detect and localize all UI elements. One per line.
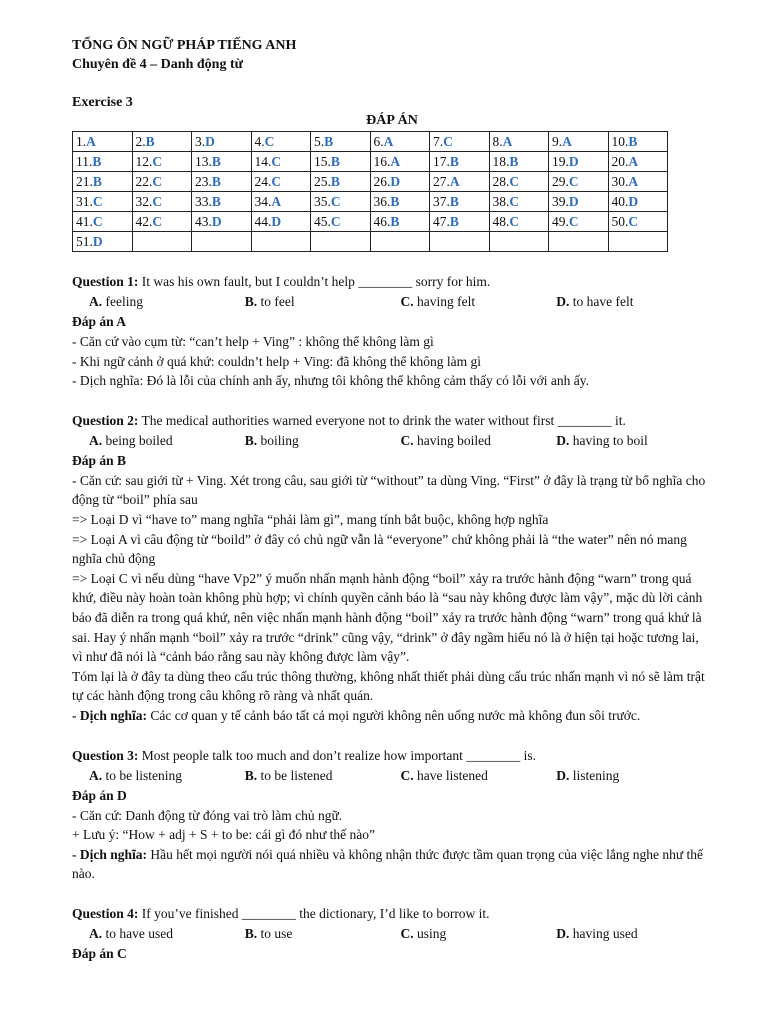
explanation-line	[72, 667, 712, 706]
options-row	[72, 292, 712, 312]
question-stem	[72, 904, 712, 924]
answer-letter: B	[628, 134, 638, 149]
answer-letter: A	[502, 134, 513, 149]
option	[89, 924, 245, 944]
question-block	[72, 746, 712, 884]
answer-letter: B	[211, 174, 221, 189]
answer-key-cell	[73, 192, 133, 212]
explanation-line	[72, 806, 712, 826]
option-text: having to boil	[569, 432, 648, 448]
option	[401, 924, 557, 944]
answer-key-cell	[608, 132, 668, 152]
answer-letter: B	[449, 214, 459, 229]
question-number: 3.	[195, 134, 206, 149]
explanation-line	[72, 845, 712, 884]
answer-letter: B	[330, 154, 340, 169]
question-number: 27.	[433, 174, 450, 189]
answer-letter: D	[628, 194, 639, 209]
question-number: 25.	[314, 174, 331, 189]
answer-key-cell	[73, 152, 133, 172]
explanation-text: - Khi ngữ cảnh ở quá khứ: couldn’t help + Ving: đã không thể không làm gì	[72, 353, 482, 369]
answer-key-cell	[430, 192, 490, 212]
answer-letter: C	[330, 214, 341, 229]
answer-key-cell	[608, 212, 668, 232]
exercise-heading: Exercise 3	[72, 95, 133, 110]
answer-key-cell	[251, 232, 311, 252]
question-number: 4.	[254, 134, 265, 149]
answer-key-cell	[430, 232, 490, 252]
option-text: using	[413, 925, 447, 941]
question-number: 34.	[254, 194, 272, 209]
answer-key-cell	[311, 192, 371, 212]
question-number: 12.	[135, 154, 153, 169]
answer-key-title: ĐÁP ÁN	[366, 113, 418, 128]
question-number: 26.	[373, 174, 391, 189]
explanation-text: - Căn cứ: sau giới từ + Ving. Xét trong câu, sau giới từ “without” ta dùng Ving. “First” ở đây là trạng từ bổ nghĩa cho động từ “boil” phía sau	[72, 472, 706, 508]
option-text: having boiled	[413, 432, 491, 448]
option-text: being boiled	[102, 432, 173, 448]
explanation-label: - Dịch nghĩa:	[72, 707, 148, 723]
answer-key-cell	[311, 132, 371, 152]
explanation-line	[72, 569, 712, 667]
explanation-text: - Dịch nghĩa: Đó là lỗi của chính anh ấy, nhưng tôi không thể không cảm thấy có lỗi với anh ấy.	[72, 373, 589, 389]
answer-key-row	[73, 172, 668, 192]
answer-key-cell	[430, 212, 490, 232]
answer-key-cell	[370, 152, 430, 172]
answer-letter: B	[92, 154, 102, 169]
document-subtitle: Chuyên đề 4 – Danh động từ	[72, 57, 244, 72]
question-number: 9.	[552, 134, 563, 149]
answer-letter: A	[562, 134, 572, 149]
question-number: 37.	[433, 194, 450, 209]
answer-key-cell	[132, 152, 192, 172]
option-letter: D.	[556, 767, 570, 783]
answer-key-row	[73, 232, 668, 252]
answer-letter: A	[628, 154, 639, 169]
question-stem	[72, 746, 712, 766]
answer-letter: C	[92, 214, 103, 229]
option-text: to be listening	[102, 767, 182, 783]
answer-letter: C	[152, 154, 163, 169]
answer-key-cell	[549, 132, 609, 152]
option	[245, 766, 401, 786]
option-text: to have used	[102, 925, 173, 941]
answer-key-cell	[251, 172, 311, 192]
answer-letter: A	[390, 154, 401, 169]
question-number: 1.	[76, 134, 87, 149]
option-text: having felt	[413, 294, 476, 309]
question-number: 30.	[611, 174, 629, 189]
question-number: 32.	[135, 194, 153, 209]
answer-key-cell	[251, 152, 311, 172]
answer-letter: D	[92, 234, 103, 249]
explanation-text: + Lưu ý: “How + adj + S + to be: cái gì đó như thế nào”	[72, 827, 376, 843]
option-text: to feel	[257, 294, 295, 309]
question-number: 46.	[373, 214, 391, 229]
question-number: 36.	[373, 194, 391, 209]
answer-letter: B	[211, 154, 221, 169]
answer-letter: B	[390, 194, 400, 209]
option-letter: D.	[556, 925, 570, 941]
question-number: 28.	[492, 174, 510, 189]
answer-letter: D	[568, 154, 579, 169]
answer-letter: C	[509, 214, 520, 229]
option-text: feeling	[102, 294, 143, 309]
answer-letter: C	[152, 194, 163, 209]
explanation-text: Tóm lại là ở đây ta dùng theo cấu trúc thông thường, không nhất thiết phải dùng cấu trúc nhấn mạnh vì nó sẽ làm trật tự các hành động trong câu không rõ ràng và nhất quán.	[72, 668, 705, 704]
answer-key-cell	[370, 212, 430, 232]
answer-key-cell	[370, 232, 430, 252]
options-row	[72, 431, 712, 451]
option-letter: D.	[556, 432, 570, 448]
question-number: 47.	[433, 214, 450, 229]
question-block	[72, 411, 712, 726]
option-letter: D.	[556, 294, 570, 309]
answer-key-cell	[192, 152, 252, 172]
answer-letter: A	[628, 174, 639, 189]
question-number: 8.	[492, 134, 503, 149]
answer-letter: D	[211, 214, 222, 229]
question-number: 13.	[195, 154, 212, 169]
question-block	[72, 904, 712, 964]
option-text: having used	[569, 925, 638, 941]
answer-key-cell	[132, 232, 192, 252]
option	[556, 292, 712, 312]
answer-letter: C	[509, 194, 520, 209]
question-number: 22.	[135, 174, 153, 189]
question-number: 11.	[76, 154, 93, 169]
question-number: 10.	[611, 134, 629, 149]
question-text: Most people talk too much and don’t realize how important ________ is.	[138, 747, 536, 763]
option-letter: C.	[400, 432, 414, 448]
option	[556, 766, 712, 786]
answer-key-cell	[430, 172, 490, 192]
answer-letter: C	[271, 154, 282, 169]
answer-key-cell	[430, 132, 490, 152]
answer-letter: B	[390, 214, 400, 229]
answer-key-table	[72, 131, 668, 252]
explanation-text: => Loại C vì nếu dùng “have Vp2” ý muốn nhấn mạnh hành động “boil” xảy ra trước hành động “warn” trong quá khứ, điều này hoàn toàn không phù hợp; vì chính quyền cảnh báo là “sau này không được làm vậy”, mặc dù lời cảnh báo đã diễn ra trong quá khứ, nên việc nhấn mạnh hành động “boil” xảy ra trước hành động “warn” trong quá khứ là sai. Hay ý nhấn mạnh “boil” xảy ra trước “drink” cũng vậy, “drink” ở đây ngầm hiểu nó là ở hiện tại hoặc tương lai, vì như đã nói là “cảnh báo rằng sau này không được làm vậy”.	[72, 570, 703, 665]
question-number: 50.	[611, 214, 629, 229]
answer-letter: C	[568, 214, 579, 229]
option	[89, 766, 245, 786]
question-number: 42.	[135, 214, 153, 229]
option	[89, 431, 245, 451]
question-number: 38.	[492, 194, 510, 209]
answer-letter: C	[330, 194, 341, 209]
option-text: boiling	[257, 432, 299, 448]
answer-key-cell	[311, 212, 371, 232]
explanation-text: - Căn cứ vào cụm từ: “can’t help + Ving” : không thể không làm gì	[72, 334, 434, 349]
option-text: listening	[569, 767, 620, 783]
answer-letter: B	[92, 174, 102, 189]
answer-key-cell	[430, 152, 490, 172]
explanation-text: => Loại A vì câu động từ “boild” ở đây có chủ ngữ vẫn là “everyone” chứ không phải là “the water” nên nó mang nghĩa chủ động	[72, 531, 687, 567]
question-number: 51.	[76, 234, 93, 249]
answer-key-cell	[132, 192, 192, 212]
question-stem	[72, 272, 712, 292]
option	[245, 924, 401, 944]
question-number: 33.	[195, 194, 212, 209]
answer-key-cell	[251, 192, 311, 212]
answer-letter: C	[152, 174, 163, 189]
option-text: to use	[257, 925, 293, 941]
option-letter: A.	[89, 767, 103, 783]
answer-letter: D	[390, 174, 401, 189]
question-number: 16.	[373, 154, 391, 169]
question-number: 49.	[552, 214, 569, 229]
answer-letter: C	[264, 134, 275, 149]
option-letter: A.	[89, 294, 103, 309]
question-number: 35.	[314, 194, 331, 209]
explanation-line	[72, 530, 712, 569]
answer-letter: C	[509, 174, 520, 189]
question-number: 15.	[314, 154, 331, 169]
answer-letter: B	[449, 194, 459, 209]
answer-letter: A	[449, 174, 460, 189]
explanation-line	[72, 471, 712, 510]
answer-key-cell	[251, 212, 311, 232]
question-number: 5.	[314, 134, 325, 149]
answer-key-cell	[192, 212, 252, 232]
question-number: 40.	[611, 194, 629, 209]
question-number: 7.	[433, 134, 444, 149]
question-text: The medical authorities warned everyone not to drink the water without first ________ it.	[138, 412, 626, 428]
question-number: 20.	[611, 154, 629, 169]
answer-key-cell	[549, 152, 609, 172]
option-letter: C.	[400, 767, 414, 783]
explanation-line	[72, 352, 712, 372]
answer-letter: C	[628, 214, 639, 229]
questions-list	[72, 272, 712, 964]
question-number: 41.	[76, 214, 93, 229]
answer-key-cell	[608, 192, 668, 212]
answer-heading: Đáp án A	[72, 314, 127, 329]
answer-key-cell	[192, 132, 252, 152]
explanation-text: Các cơ quan y tế cảnh báo tất cả mọi người không nên uống nước mà không đun sôi trước.	[147, 707, 641, 723]
answer-key-row	[73, 132, 668, 152]
question-number: 48.	[492, 214, 510, 229]
option-letter: B.	[244, 432, 258, 448]
answer-key-cell	[549, 172, 609, 192]
option	[89, 292, 245, 312]
option-letter: C.	[400, 925, 414, 941]
answer-key-cell	[549, 192, 609, 212]
answer-heading: Đáp án B	[72, 452, 127, 468]
question-number: 6.	[373, 134, 384, 149]
question-number: 44.	[254, 214, 272, 229]
question-number: 21.	[76, 174, 93, 189]
answer-key-cell	[549, 212, 609, 232]
question-number: 45.	[314, 214, 331, 229]
answer-key-cell	[489, 132, 549, 152]
answer-heading: Đáp án C	[72, 945, 127, 961]
answer-key-cell	[192, 192, 252, 212]
option	[245, 292, 401, 312]
answer-key-cell	[370, 192, 430, 212]
document-page	[72, 36, 712, 964]
answer-key-cell	[489, 152, 549, 172]
question-number: 14.	[254, 154, 272, 169]
question-number: 39.	[552, 194, 569, 209]
answer-letter: B	[324, 134, 334, 149]
question-number: 19.	[552, 154, 569, 169]
answer-letter: B	[330, 174, 340, 189]
question-number: 18.	[492, 154, 510, 169]
answer-key-cell	[311, 232, 371, 252]
option-text: have listened	[413, 767, 488, 783]
question-number: 24.	[254, 174, 272, 189]
question-number: 31.	[76, 194, 93, 209]
answer-key-cell	[549, 232, 609, 252]
explanation-line	[72, 371, 712, 391]
explanation-line	[72, 825, 712, 845]
answer-letter: D	[271, 214, 282, 229]
option	[556, 431, 712, 451]
answer-key-cell	[311, 172, 371, 192]
option	[401, 431, 557, 451]
option-letter: B.	[244, 767, 258, 783]
answer-letter: A	[86, 134, 96, 149]
answer-key-cell	[192, 232, 252, 252]
answer-key-row	[73, 152, 668, 172]
question-number: 23.	[195, 174, 212, 189]
option	[245, 431, 401, 451]
answer-key-cell	[608, 152, 668, 172]
answer-letter: A	[383, 134, 394, 149]
answer-key-cell	[132, 212, 192, 232]
answer-key-cell	[489, 172, 549, 192]
question-number: 43.	[195, 214, 212, 229]
answer-letter: C	[152, 214, 163, 229]
answer-key-cell	[311, 152, 371, 172]
question-text: It was his own fault, but I couldn’t help ________ sorry for him.	[138, 274, 491, 289]
answer-letter: C	[568, 174, 579, 189]
answer-key-cell	[73, 232, 133, 252]
question-label: Question 3:	[72, 747, 139, 763]
question-block	[72, 272, 712, 391]
option-letter: B.	[244, 925, 258, 941]
explanation-text: - Căn cứ: Danh động từ đóng vai trò làm chủ ngữ.	[72, 807, 343, 823]
answer-key-cell	[73, 132, 133, 152]
question-number: 29.	[552, 174, 569, 189]
question-label: Question 2:	[72, 412, 139, 428]
answer-letter: B	[145, 134, 155, 149]
answer-key-cell	[489, 232, 549, 252]
answer-letter: D	[205, 134, 215, 149]
question-number: 2.	[135, 134, 146, 149]
answer-key-cell	[132, 132, 192, 152]
explanation-label: - Dịch nghĩa:	[72, 846, 148, 862]
answer-key-cell	[608, 172, 668, 192]
question-number: 17.	[433, 154, 450, 169]
option-text: to be listened	[257, 767, 333, 783]
explanation-text: => Loại D vì “have to” mang nghĩa “phải làm gì”, mang tính bắt buộc, không hợp nghĩa	[72, 511, 549, 527]
explanation-text: Hầu hết mọi người nói quá nhiều và không nhận thức được tầm quan trọng của việc lắng nghe như thế nào.	[72, 846, 704, 882]
answer-letter: C	[92, 194, 103, 209]
option-text: to have felt	[569, 294, 634, 309]
answer-key-cell	[370, 172, 430, 192]
option	[401, 292, 557, 312]
question-text: If you’ve finished ________ the dictionary, I’d like to borrow it.	[138, 905, 490, 921]
answer-key-cell	[608, 232, 668, 252]
answer-letter: B	[449, 154, 459, 169]
option-letter: C.	[400, 294, 414, 309]
explanation-line	[72, 510, 712, 530]
option	[556, 924, 712, 944]
option-letter: A.	[89, 432, 103, 448]
option-letter: A.	[89, 925, 103, 941]
answer-key-cell	[370, 132, 430, 152]
option	[401, 766, 557, 786]
answer-key-cell	[489, 212, 549, 232]
option-letter: B.	[244, 294, 258, 309]
answer-heading: Đáp án D	[72, 787, 127, 803]
answer-letter: B	[509, 154, 519, 169]
answer-letter: C	[443, 134, 453, 149]
explanation-line	[72, 706, 712, 726]
answer-letter: B	[211, 194, 221, 209]
answer-letter: D	[568, 194, 579, 209]
answer-key-cell	[489, 192, 549, 212]
options-row	[72, 924, 712, 944]
answer-key-cell	[251, 132, 311, 152]
answer-key-cell	[73, 212, 133, 232]
answer-key-row	[73, 192, 668, 212]
answer-key-row	[73, 212, 668, 232]
answer-key-cell	[132, 172, 192, 192]
answer-key-cell	[192, 172, 252, 192]
explanation-line	[72, 332, 712, 352]
question-stem	[72, 411, 712, 431]
options-row	[72, 766, 712, 786]
question-label: Question 4:	[72, 905, 139, 921]
answer-letter: C	[271, 174, 282, 189]
question-label: Question 1:	[72, 274, 139, 289]
answer-letter: A	[271, 194, 282, 209]
document-title: TỔNG ÔN NGỮ PHÁP TIẾNG ANH	[72, 38, 297, 53]
answer-key-cell	[73, 172, 133, 192]
